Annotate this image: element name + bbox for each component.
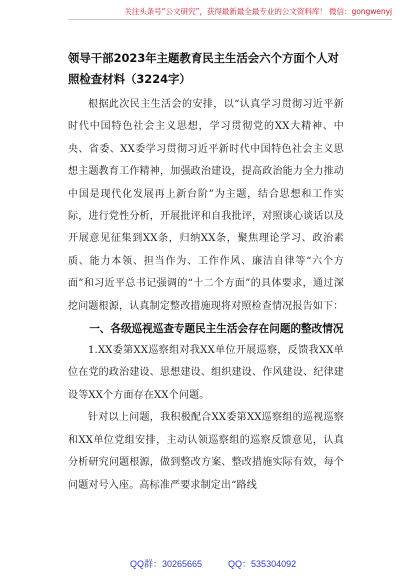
item-one-paragraph: 1.XX委第XX巡察组对我XX单位开展巡察，反馈我XX单位在党的政治建设、思想建设、组织建设、作风建设、纪律建设等XX个方面存在XX个问题。 <box>68 345 344 401</box>
footer-qq-number: QQ：535304092 <box>228 559 297 569</box>
header-divider <box>68 19 392 20</box>
intro-paragraph: 根据此次民主生活会的安排，以“认真学习贯彻习近平新时代中国特色社会主义思想，学习贯彻党的XX大精神、中央、省委、XX委学习贯彻习近平新时代中国特色社会主义思想主题教育工作精神，加强政治建设，提高政治能力全力推动中国是现代化发展再上新台阶”为主题，结合思想和工作实际，进行党性分析，开展批评和自我批评，对照谈心谈话以及开展意见征集到XX条，归纳XX条，聚焦理论学习、政治素质、能力本领、担当作为、工作作风、廉洁自律等“六个方面”和习近平总书记强调的“十二个方面”的具体要求，通过深挖问题根源，认真制定整改措施现将对照检查情况报告如下： <box>68 99 344 312</box>
footer-contact <box>130 557 296 570</box>
footer-qq-group: QQ群：30265665 <box>130 559 203 569</box>
document-body <box>68 48 344 497</box>
header-promo-text: 关注头条号“公文研究”，获得最新最全最专业的公文资料库！ 微信：gongwenyj <box>124 7 392 16</box>
section-one-heading: 一、各级巡视巡查专题民主生活会存在问题的整改情况 <box>89 323 344 336</box>
document-title: 领导干部2023年主题教育民主生活会六个方面个人对照检查材料（3224字） <box>68 51 339 86</box>
response-paragraph: 针对以上问题，我积极配合XX委第XX巡察组的巡视巡察和XX单位党组安排，主动认领巡察组的巡察反馈意见，认真分析研究问题根源，做到整改方案、整改措施实际有效，每个问题对号入座。高标准严要求制定出“路线 <box>68 412 344 491</box>
